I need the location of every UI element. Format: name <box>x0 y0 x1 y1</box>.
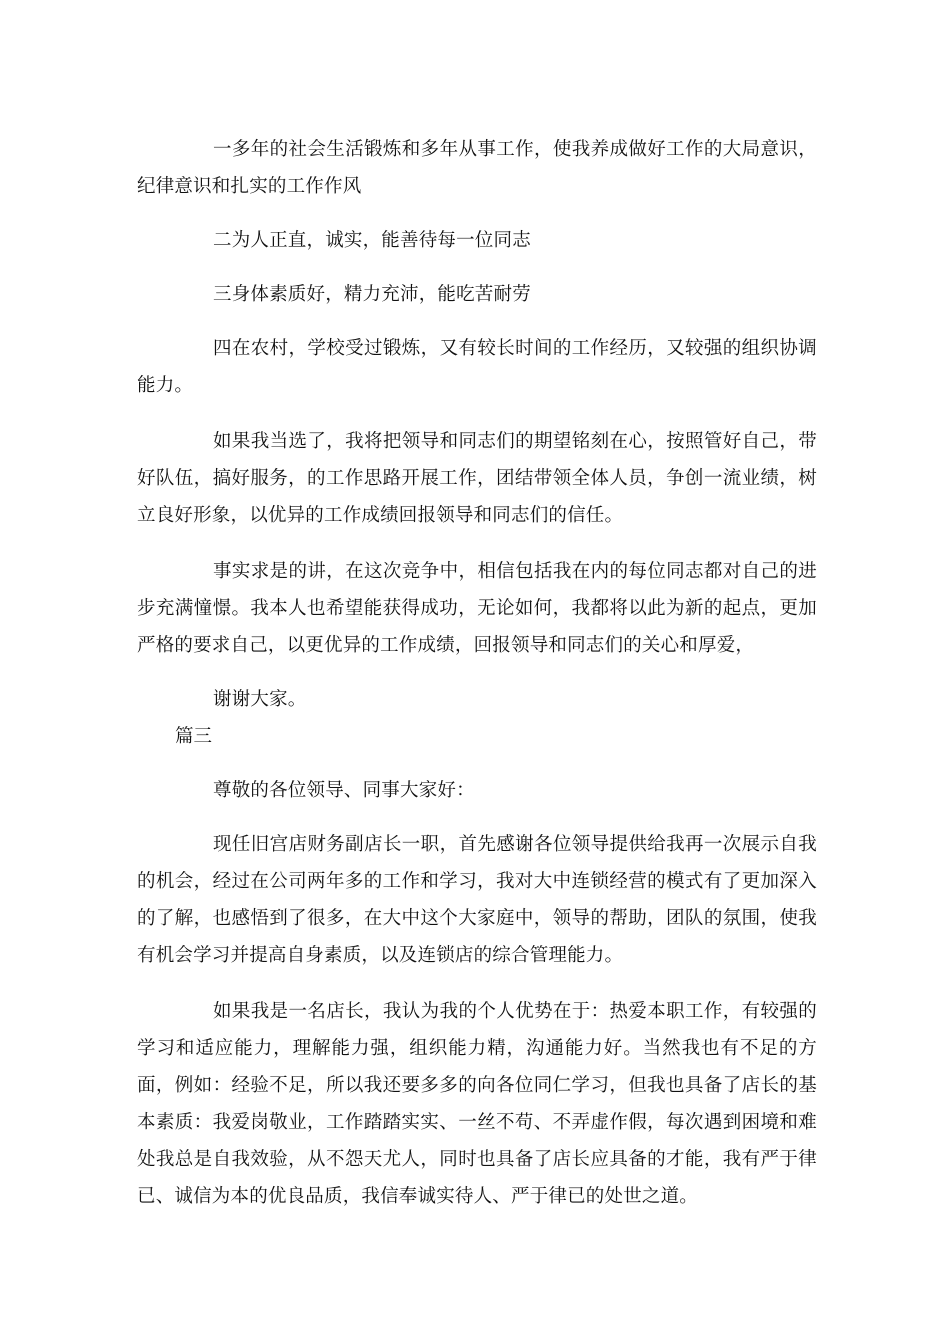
paragraph-5: 如果我当选了，我将把领导和同志们的期望铭刻在心，按照管好自己，带好队伍，搞好服务，的工作思路开展工作，团结带领全体人员，争创一流业绩，树立良好形象，以优异的工作成绩回报领导和同志们的信任。 <box>137 431 817 526</box>
paragraph-2: 二为人正直，诚实，能善待每一位同志 <box>213 230 531 251</box>
section-paragraph-2: 如果我是一名店长，我认为我的个人优势在于：热爱本职工作，有较强的学习和适应能力，理解能力强，组织能力精，沟通能力好。当然我也有不足的方面，例如：经验不足，所以我还要多多的向各位同仁学习，但我也具备了店长的基本素质：我爱岗敬业，工作踏踏实实、一丝不苟、不弄虚作假，每次遇到困境和难处我总是自我效验，从不怨天尤人，同时也具备了店长应具备的才能，我有严于律已、诚信为本的优良品质，我信奉诚实待人、严于律已的处世之道。 <box>137 1001 817 1207</box>
paragraph-4: 四在农村，学校受过锻炼，又有较长时间的工作经历，又较强的组织协调能力。 <box>137 338 817 396</box>
document-page <box>137 131 817 1215</box>
greeting-paragraph: 尊敬的各位领导、同事大家好： <box>213 780 475 801</box>
paragraph-6: 事实求是的讲，在这次竞争中，相信包括我在内的每位同志都对自己的进步充满憧憬。我本人也希望能获得成功，无论如何，我都将以此为新的起点，更加严格的要求自己，以更优异的工作成绩，回报领导和同志们的关心和厚爱， <box>137 561 817 656</box>
paragraph-7: 谢谢大家。 <box>213 689 307 710</box>
section-paragraph-1: 现任旧宫店财务副店长一职，首先感谢各位领导提供给我再一次展示自我的机会，经过在公司两年多的工作和学习，我对大中连锁经营的模式有了更加深入的了解，也感悟到了很多，在大中这个大家庭中，领导的帮助，团队的氛围，使我有机会学习并提高自身素质，以及连锁店的综合管理能力。 <box>137 834 817 966</box>
paragraph-1: 一多年的社会生活锻炼和多年从事工作，使我养成做好工作的大局意识，纪律意识和扎实的工作作风 <box>137 139 817 197</box>
paragraph-3: 三身体素质好，精力充沛，能吃苦耐劳 <box>213 284 531 305</box>
section-heading: 篇三 <box>175 726 213 747</box>
